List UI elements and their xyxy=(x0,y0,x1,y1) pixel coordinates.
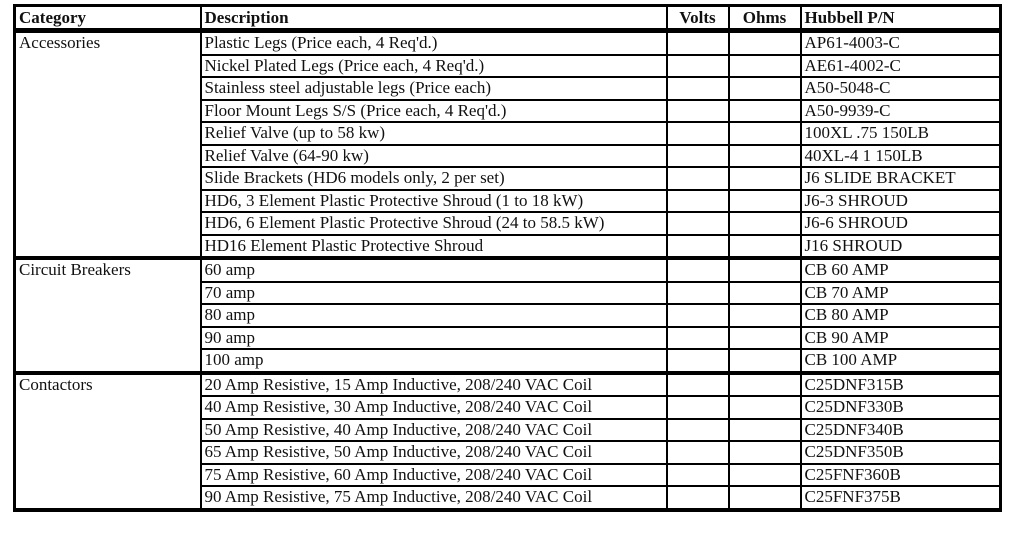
parts-table xyxy=(13,4,1002,512)
description-cell: Plastic Legs (Price each, 4 Req'd.) xyxy=(201,31,667,55)
description-cell: 60 amp xyxy=(201,258,667,282)
volts-cell xyxy=(667,100,729,123)
volts-cell xyxy=(667,77,729,100)
part-number-cell: J6 SLIDE BRACKET xyxy=(801,167,1001,190)
ohms-cell xyxy=(729,122,801,145)
volts-cell xyxy=(667,304,729,327)
header-volts: Volts xyxy=(667,6,729,31)
volts-cell xyxy=(667,122,729,145)
volts-cell xyxy=(667,235,729,259)
volts-cell xyxy=(667,258,729,282)
description-cell: 65 Amp Resistive, 50 Amp Inductive, 208/240 VAC Coil xyxy=(201,441,667,464)
part-number-cell: J16 SHROUD xyxy=(801,235,1001,259)
description-cell: 90 Amp Resistive, 75 Amp Inductive, 208/240 VAC Coil xyxy=(201,486,667,510)
ohms-cell xyxy=(729,77,801,100)
part-number-cell: 100XL .75 150LB xyxy=(801,122,1001,145)
ohms-cell xyxy=(729,464,801,487)
description-cell: Floor Mount Legs S/S (Price each, 4 Req'd.) xyxy=(201,100,667,123)
header-ohms: Ohms xyxy=(729,6,801,31)
part-number-cell: AP61-4003-C xyxy=(801,31,1001,55)
volts-cell xyxy=(667,190,729,213)
table-row xyxy=(15,258,1001,282)
part-number-cell: A50-5048-C xyxy=(801,77,1001,100)
ohms-cell xyxy=(729,282,801,305)
table-body xyxy=(15,31,1001,510)
volts-cell xyxy=(667,373,729,397)
volts-cell xyxy=(667,282,729,305)
part-number-cell: C25DNF315B xyxy=(801,373,1001,397)
part-number-cell: AE61-4002-C xyxy=(801,55,1001,78)
header-category: Category xyxy=(15,6,201,31)
volts-cell xyxy=(667,486,729,510)
description-cell: 90 amp xyxy=(201,327,667,350)
description-cell: 100 amp xyxy=(201,349,667,373)
volts-cell xyxy=(667,31,729,55)
description-cell: Slide Brackets (HD6 models only, 2 per set) xyxy=(201,167,667,190)
ohms-cell xyxy=(729,55,801,78)
volts-cell xyxy=(667,327,729,350)
description-cell: Nickel Plated Legs (Price each, 4 Req'd.) xyxy=(201,55,667,78)
category-cell: Accessories xyxy=(15,31,201,259)
description-cell: Stainless steel adjustable legs (Price each) xyxy=(201,77,667,100)
ohms-cell xyxy=(729,100,801,123)
description-cell: 40 Amp Resistive, 30 Amp Inductive, 208/240 VAC Coil xyxy=(201,396,667,419)
volts-cell xyxy=(667,145,729,168)
ohms-cell xyxy=(729,441,801,464)
ohms-cell xyxy=(729,419,801,442)
ohms-cell xyxy=(729,31,801,55)
volts-cell xyxy=(667,55,729,78)
volts-cell xyxy=(667,167,729,190)
volts-cell xyxy=(667,349,729,373)
part-number-cell: CB 80 AMP xyxy=(801,304,1001,327)
part-number-cell: C25DNF340B xyxy=(801,419,1001,442)
ohms-cell xyxy=(729,145,801,168)
volts-cell xyxy=(667,396,729,419)
description-cell: HD6, 3 Element Plastic Protective Shroud (1 to 18 kW) xyxy=(201,190,667,213)
ohms-cell xyxy=(729,349,801,373)
volts-cell xyxy=(667,464,729,487)
table-row xyxy=(15,31,1001,55)
part-number-cell: J6-6 SHROUD xyxy=(801,212,1001,235)
category-cell: Circuit Breakers xyxy=(15,258,201,373)
description-cell: Relief Valve (64-90 kw) xyxy=(201,145,667,168)
ohms-cell xyxy=(729,304,801,327)
category-cell: Contactors xyxy=(15,373,201,510)
description-cell: Relief Valve (up to 58 kw) xyxy=(201,122,667,145)
part-number-cell: CB 90 AMP xyxy=(801,327,1001,350)
description-cell: 75 Amp Resistive, 60 Amp Inductive, 208/240 VAC Coil xyxy=(201,464,667,487)
volts-cell xyxy=(667,441,729,464)
part-number-cell: CB 70 AMP xyxy=(801,282,1001,305)
header-part-number: Hubbell P/N xyxy=(801,6,1001,31)
description-cell: 20 Amp Resistive, 15 Amp Inductive, 208/240 VAC Coil xyxy=(201,373,667,397)
part-number-cell: C25FNF375B xyxy=(801,486,1001,510)
description-cell: 80 amp xyxy=(201,304,667,327)
ohms-cell xyxy=(729,258,801,282)
ohms-cell xyxy=(729,167,801,190)
part-number-cell: C25FNF360B xyxy=(801,464,1001,487)
part-number-cell: 40XL-4 1 150LB xyxy=(801,145,1001,168)
description-cell: HD16 Element Plastic Protective Shroud xyxy=(201,235,667,259)
part-number-cell: C25DNF350B xyxy=(801,441,1001,464)
ohms-cell xyxy=(729,486,801,510)
part-number-cell: C25DNF330B xyxy=(801,396,1001,419)
ohms-cell xyxy=(729,190,801,213)
part-number-cell: A50-9939-C xyxy=(801,100,1001,123)
volts-cell xyxy=(667,212,729,235)
table-row xyxy=(15,373,1001,397)
description-cell: HD6, 6 Element Plastic Protective Shroud (24 to 58.5 kW) xyxy=(201,212,667,235)
ohms-cell xyxy=(729,235,801,259)
ohms-cell xyxy=(729,212,801,235)
ohms-cell xyxy=(729,373,801,397)
ohms-cell xyxy=(729,396,801,419)
description-cell: 50 Amp Resistive, 40 Amp Inductive, 208/240 VAC Coil xyxy=(201,419,667,442)
ohms-cell xyxy=(729,327,801,350)
volts-cell xyxy=(667,419,729,442)
header-description: Description xyxy=(201,6,667,31)
part-number-cell: CB 100 AMP xyxy=(801,349,1001,373)
description-cell: 70 amp xyxy=(201,282,667,305)
part-number-cell: J6-3 SHROUD xyxy=(801,190,1001,213)
header-row xyxy=(15,6,1001,31)
part-number-cell: CB 60 AMP xyxy=(801,258,1001,282)
